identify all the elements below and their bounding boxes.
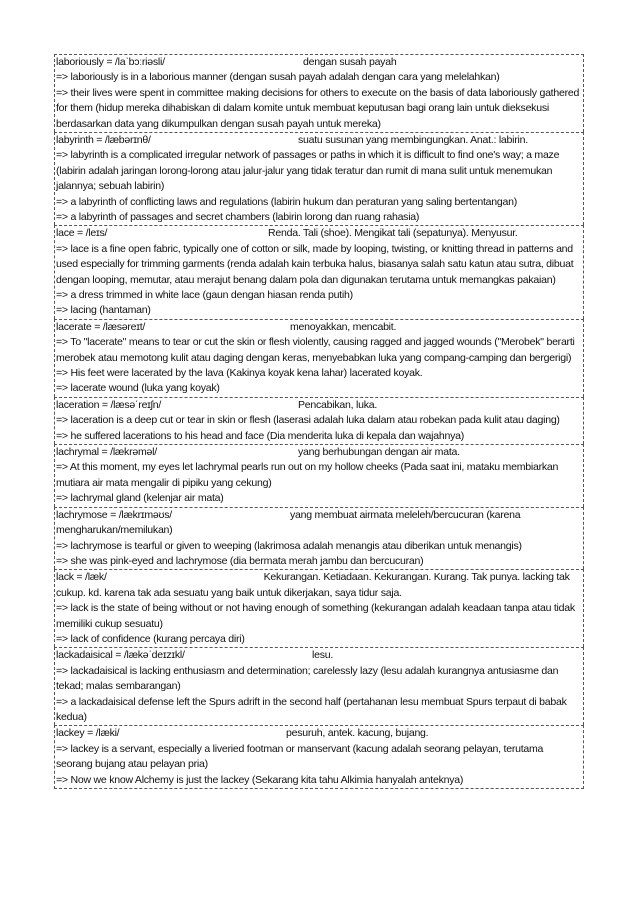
entry-labyrinth: [54, 132, 584, 225]
entry-line: => he suffered lacerations to his head and face (Dia menderita luka di kepala dan wajahnya): [56, 429, 464, 442]
dictionary-document: [54, 54, 584, 789]
entry-headword: lackey = /læki/: [56, 727, 120, 740]
entry-headword: lachrymose = /lækrɪməʊs/: [56, 508, 172, 521]
entry-line: => lacing (hantaman): [56, 304, 151, 317]
entry-meaning: Renda. Tali (shoe). Mengikat tali (sepatunya). Menyusur.: [268, 227, 518, 240]
entry-headword: lack = /læk/: [56, 571, 107, 584]
entry-line: => she was pink-eyed and lachrymose (dia bermata merah jambu dan bercucuran): [56, 554, 424, 567]
entry-lachrymal: [54, 444, 584, 507]
entry-lack: [54, 569, 584, 647]
entry-headword: laceration = /læsəˈreɪʃn/: [56, 398, 162, 411]
entry-meaning: suatu susunan yang membingungkan. Anat.: labirin.: [298, 134, 528, 147]
entry-line: => a lackadaisical defense left the Spurs adrift in the second half (pertahanan lesu membuat Spurs terpaut di babak kedua): [56, 695, 567, 723]
entry-lackadaisical: [54, 647, 584, 725]
entry-meaning: lesu.: [312, 649, 334, 662]
entry-line: => laboriously is in a laborious manner (dengan susah payah adalah dengan cara yang melelahkan): [56, 71, 500, 84]
entry-meaning: yang berhubungan dengan air mata.: [298, 446, 460, 459]
entry-line: => At this moment, my eyes let lachrymal pearls run out on my hollow cheeks (Pada saat ini, mataku membiarkan mutiara air mata mengalir di pipiku yang cekung): [56, 461, 559, 489]
entry-line: => lachrymose is tearful or given to weeping (lakrimosa adalah menangis atau diberikan untuk menangis): [56, 539, 522, 552]
entry-line: => lackey is a servant, especially a liveried footman or manservant (kacung adalah seorang pelayan, terutama seorang bujang atau pelayan pria): [56, 742, 544, 771]
entry-line: => Now we know Alchemy is just the lackey (Sekarang kita tahu Alkimia hanyalah anteknya): [56, 773, 464, 786]
entry-line: => To "lacerate" means to tear or cut the skin or flesh violently, causing ragged and jagged wounds ("Merobek" berarti merobek atau memotong kulit atau daging dengan keras, menyebabkan luka yang compang-camping dan bergerigi): [56, 336, 575, 364]
entry-line: => laceration is a deep cut or tear in skin or flesh (laserasi adalah luka dalam atau robekan pada kulit atau daging): [56, 414, 560, 427]
entry-lackey: [54, 725, 584, 789]
entry-headword: labyrinth = /læbərɪnθ/: [56, 134, 151, 147]
entry-headword: lace = /leɪs/: [56, 227, 108, 240]
entry-meaning: dengan susah payah: [303, 56, 397, 68]
entry-line: => a labyrinth of passages and secret chambers (labirin lorong dan ruang rahasia): [56, 211, 420, 224]
entry-line: => His feet were lacerated by the lava (Kakinya koyak kena lahar) lacerated koyak.: [56, 367, 423, 380]
entry-meaning: Kekurangan. Ketiadaan. Kekurangan. Kurang. Tak punya. lacking tak cukup. kd. karena tak ada sesuatu yang baik untuk dikerjakan, saya tidur saja.: [56, 571, 570, 599]
entry-lace: [54, 225, 584, 318]
entry-line: => lack of confidence (kurang percaya diri): [56, 632, 245, 645]
entry-lachrymose: [54, 507, 584, 570]
entry-meaning: yang membuat airmata meleleh/bercucuran (karena mengharukan/memilukan): [56, 508, 521, 537]
entry-line: => labyrinth is a complicated irregular network of passages or paths in which it is difficult to find one's way; a maze (labirin adalah jaringan lorong-lorong atau jalur-jalur yang tidak teratur dan rumit di mana sulit untuk menemukan jalannya; sebuah labirin): [56, 149, 560, 193]
entry-line: => lace is a fine open fabric, typically one of cotton or silk, made by looping, twisting, or knitting thread in patterns and used especially for trimming garments (renda adalah kain terbuka halus, biasanya salah satu katun atau sutra, dibuat dengan looping, memutar, atau merajut benang dalam pola dan digunakan terutama untuk memangkas pakaian): [56, 242, 574, 286]
entry-line: => lacerate wound (luka yang koyak): [56, 382, 220, 395]
entry-line: => lachrymal gland (kelenjar air mata): [56, 492, 224, 505]
entry-laceration: [54, 397, 584, 444]
entry-line: => a labyrinth of conflicting laws and regulations (labirin hukum dan peraturan yang saling bertentangan): [56, 195, 517, 208]
entry-line: => a dress trimmed in white lace (gaun dengan hiasan renda putih): [56, 289, 353, 302]
entry-line: => lackadaisical is lacking enthusiasm and determination; carelessly lazy (lesu adalah kurangnya antusiasme dan tekad; malas sembarangan): [56, 664, 559, 693]
entry-headword: laboriously = /laˈbɔːriəsli/: [56, 56, 165, 68]
entry-lacerate: [54, 319, 584, 397]
entry-line: => their lives were spent in committee making decisions for others to execute on the basis of data laboriously gathered for them (hidup mereka dihabiskan di dalam komite untuk membuat keputusan bagi orang lain untuk dieksekusi berdasarkan data yang dikumpulkan dengan susah payah untuk mereka): [56, 86, 580, 130]
entry-headword: lachrymal = /lækrəməl/: [56, 446, 157, 459]
entry-laboriously: [54, 54, 584, 132]
entry-headword: lacerate = /læsəreɪt/: [56, 320, 146, 333]
entry-meaning: Pencabikan, luka.: [298, 398, 378, 411]
entry-line: => lack is the state of being without or not having enough of something (kekurangan adalah keadaan tanpa atau tidak memiliki cukup sesuatu): [56, 602, 575, 630]
entry-headword: lackadaisical = /lækəˈdeɪzɪkl/: [56, 649, 185, 662]
entry-meaning: pesuruh, antek. kacung, bujang.: [286, 727, 429, 740]
entry-meaning: menoyakkan, mencabit.: [290, 320, 397, 333]
